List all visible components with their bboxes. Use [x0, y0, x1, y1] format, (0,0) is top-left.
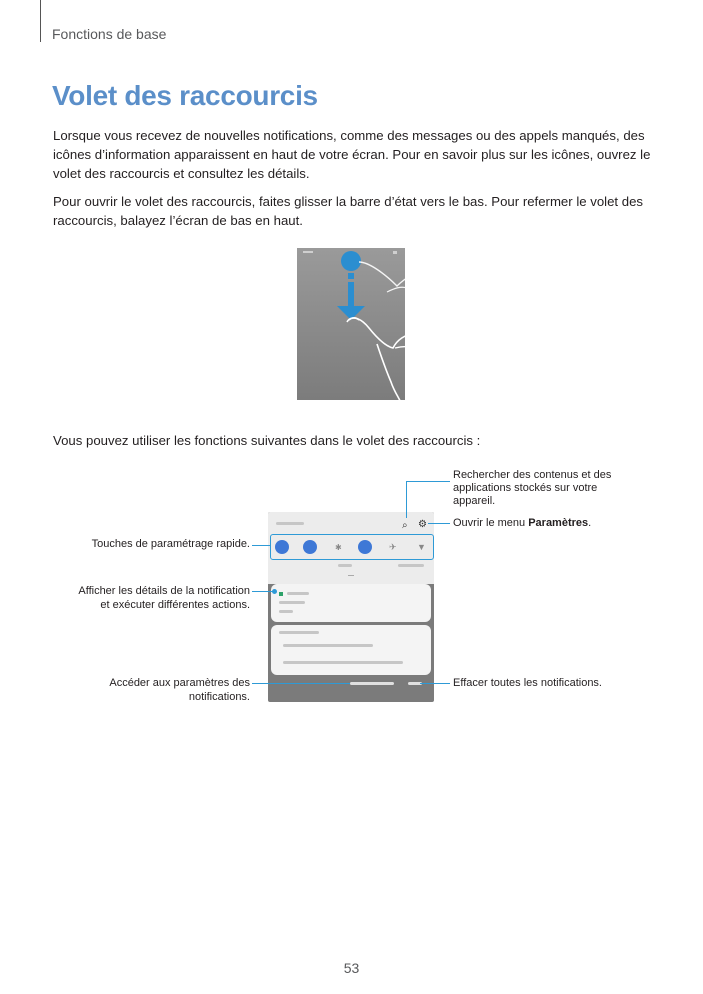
- paragraph-1: Lorsque vous recevez de nouvelles notifications, comme des messages ou des appels manqués, des icônes d’information apparaissent en haut de votre écran. Pour en savoir plus sur les icônes, ouvrez le volet des raccourcis et consultez les détails.: [53, 128, 651, 181]
- margin-rule: [40, 0, 41, 42]
- media-placeholder: [398, 564, 424, 567]
- row-placeholder: [283, 661, 403, 664]
- notification-details-marker: [272, 589, 277, 594]
- date-placeholder: [276, 522, 304, 525]
- paragraph-2: Pour ouvrir le volet des raccourcis, faites glisser la barre d’état vers le bas. Pour refermer le volet des raccourcis, balayez l’écran de bas en haut.: [53, 194, 644, 228]
- notification-settings-callout-line: [252, 683, 350, 684]
- flashlight-icon: ▼: [417, 542, 426, 552]
- group-title-placeholder: [279, 631, 319, 634]
- section-header: Fonctions de base: [52, 26, 167, 42]
- notification-settings-callout-line1: Accéder aux paramètres des: [109, 677, 250, 689]
- notification-card: [271, 584, 431, 622]
- quick-settings-highlight: [270, 534, 434, 560]
- notification-details-callout-line: [252, 591, 274, 592]
- quick-settings-callout-line: [252, 545, 270, 546]
- app-name-placeholder: [287, 592, 309, 595]
- bluetooth-icon: ✱: [335, 543, 342, 552]
- quick-settings-callout: Touches de paramétrage rapide.: [91, 538, 250, 550]
- notification-settings-callout-line2: notifications.: [188, 691, 250, 703]
- settings-callout: Ouvrir le menu Paramètres.: [453, 517, 592, 529]
- notification-details-callout-line1: Afficher les détails de la notification: [78, 585, 250, 597]
- app-icon: [279, 592, 283, 596]
- clear-callout-line: [420, 683, 450, 684]
- notification-settings-button: [350, 682, 394, 685]
- text-placeholder: [279, 610, 293, 613]
- search-icon: ⌕: [402, 520, 408, 531]
- clear-all-callout: Effacer toutes les notifications.: [453, 677, 602, 689]
- notification-group-card: [271, 625, 431, 675]
- airplane-icon: ✈: [389, 542, 397, 552]
- page-title: Volet des raccourcis: [52, 80, 318, 111]
- notification-details-callout-line2: et exécuter différentes actions.: [100, 599, 250, 611]
- functions-intro: Vous pouvez utiliser les fonctions suivantes dans le volet des raccourcis :: [53, 433, 481, 448]
- row-placeholder: [283, 644, 373, 647]
- title-placeholder: [279, 601, 305, 604]
- device-placeholder: [338, 564, 352, 567]
- drag-handle: [348, 575, 354, 576]
- swipe-gesture-icon: [297, 248, 487, 408]
- search-callout-line: [406, 481, 450, 482]
- settings-callout-line: [428, 523, 450, 524]
- gear-icon: ⚙: [418, 519, 427, 530]
- page-number: 53: [343, 960, 360, 976]
- search-callout: Rechercher des contenus et des applications stockés sur votre appareil.: [453, 469, 612, 507]
- search-callout-line: [406, 481, 407, 518]
